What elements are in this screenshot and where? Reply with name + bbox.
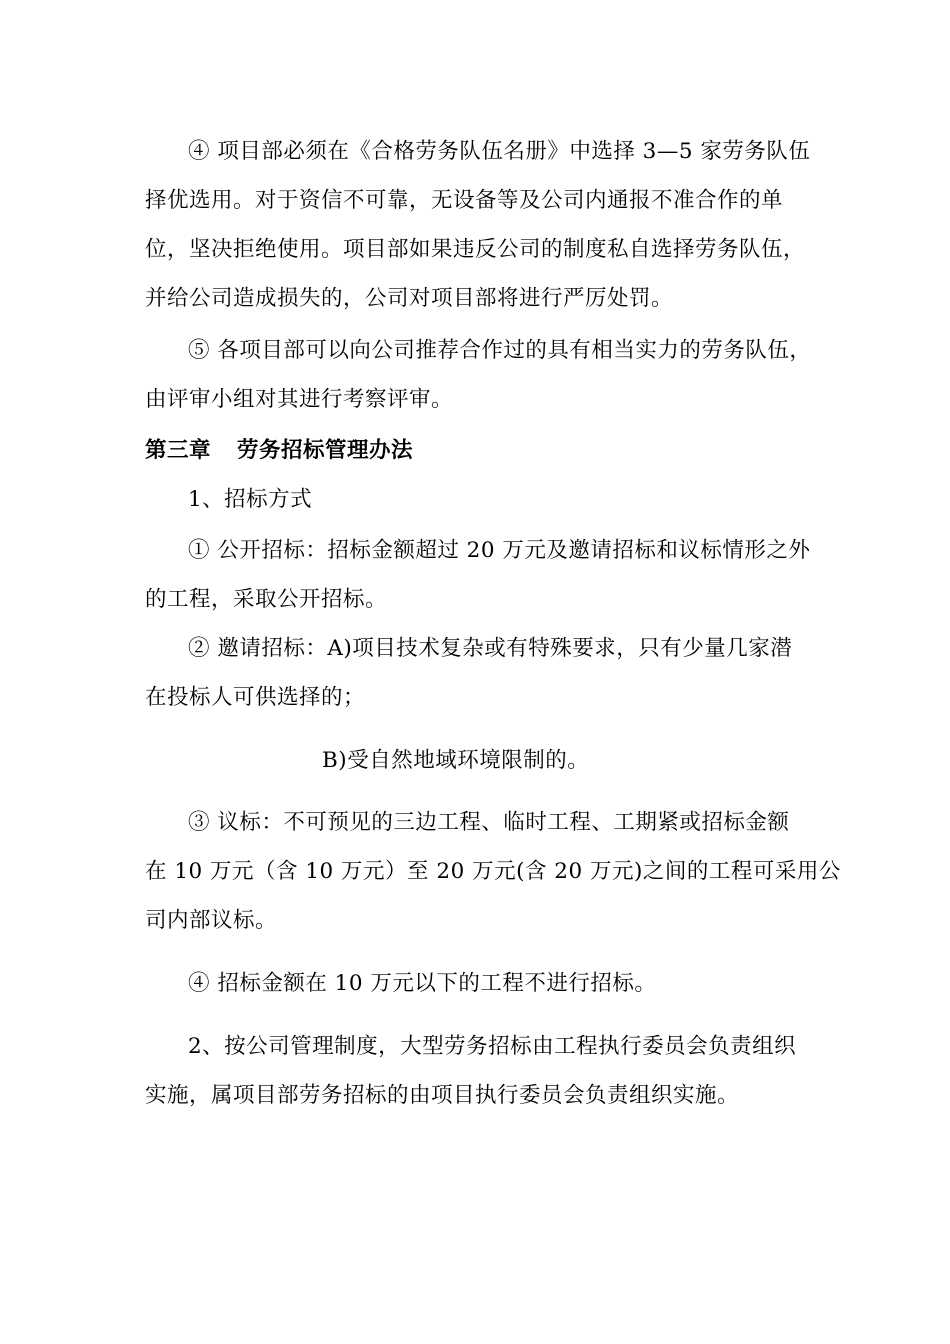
section-heading: 1、招标方式 [188,487,313,512]
paragraph-line: 2、按公司管理制度，大型劳务招标由工程执行委员会负责组织 [188,1034,797,1059]
paragraph-line: 司内部议标。 [145,908,278,933]
paragraph-line: 由评审小组对其进行考察评审。 [145,387,454,412]
paragraph-line: 并给公司造成损失的，公司对项目部将进行严厉处罚。 [145,286,674,311]
paragraph-line: ① 公开招标：招标金额超过 20 万元及邀请招标和议标情形之外 [188,538,811,563]
paragraph-line: B)受自然地域环境限制的。 [322,748,590,773]
paragraph-line: 在投标人可供选择的； [145,685,366,710]
paragraph-line: ④ 项目部必须在《合格劳务队伍名册》中选择 3—5 家劳务队伍 [188,139,811,164]
paragraph-line: ⑤ 各项目部可以向公司推荐合作过的具有相当实力的劳务队伍， [188,338,812,363]
paragraph-line: ④ 招标金额在 10 万元以下的工程不进行招标。 [188,971,657,996]
chapter-title: 劳务招标管理办法 [237,438,414,463]
paragraph-line: 实施，属项目部劳务招标的由项目执行委员会负责组织实施。 [145,1083,740,1108]
paragraph-line: 择优选用。对于资信不可靠，无设备等及公司内通报不准合作的单 [145,188,784,213]
paragraph-line: 位，坚决拒绝使用。项目部如果违反公司的制度私自选择劳务队伍， [145,237,806,262]
paragraph-line: 在 10 万元（含 10 万元）至 20 万元(含 20 万元)之间的工程可采用公 [145,859,841,884]
paragraph-line: ③ 议标：不可预见的三边工程、临时工程、工期紧或招标金额 [188,810,790,835]
chapter-number: 第三章 [145,438,212,463]
paragraph-line: ② 邀请招标：A)项目技术复杂或有特殊要求，只有少量几家潜 [188,636,793,661]
paragraph-line: 的工程，采取公开招标。 [145,587,388,612]
chapter-heading [145,436,413,466]
